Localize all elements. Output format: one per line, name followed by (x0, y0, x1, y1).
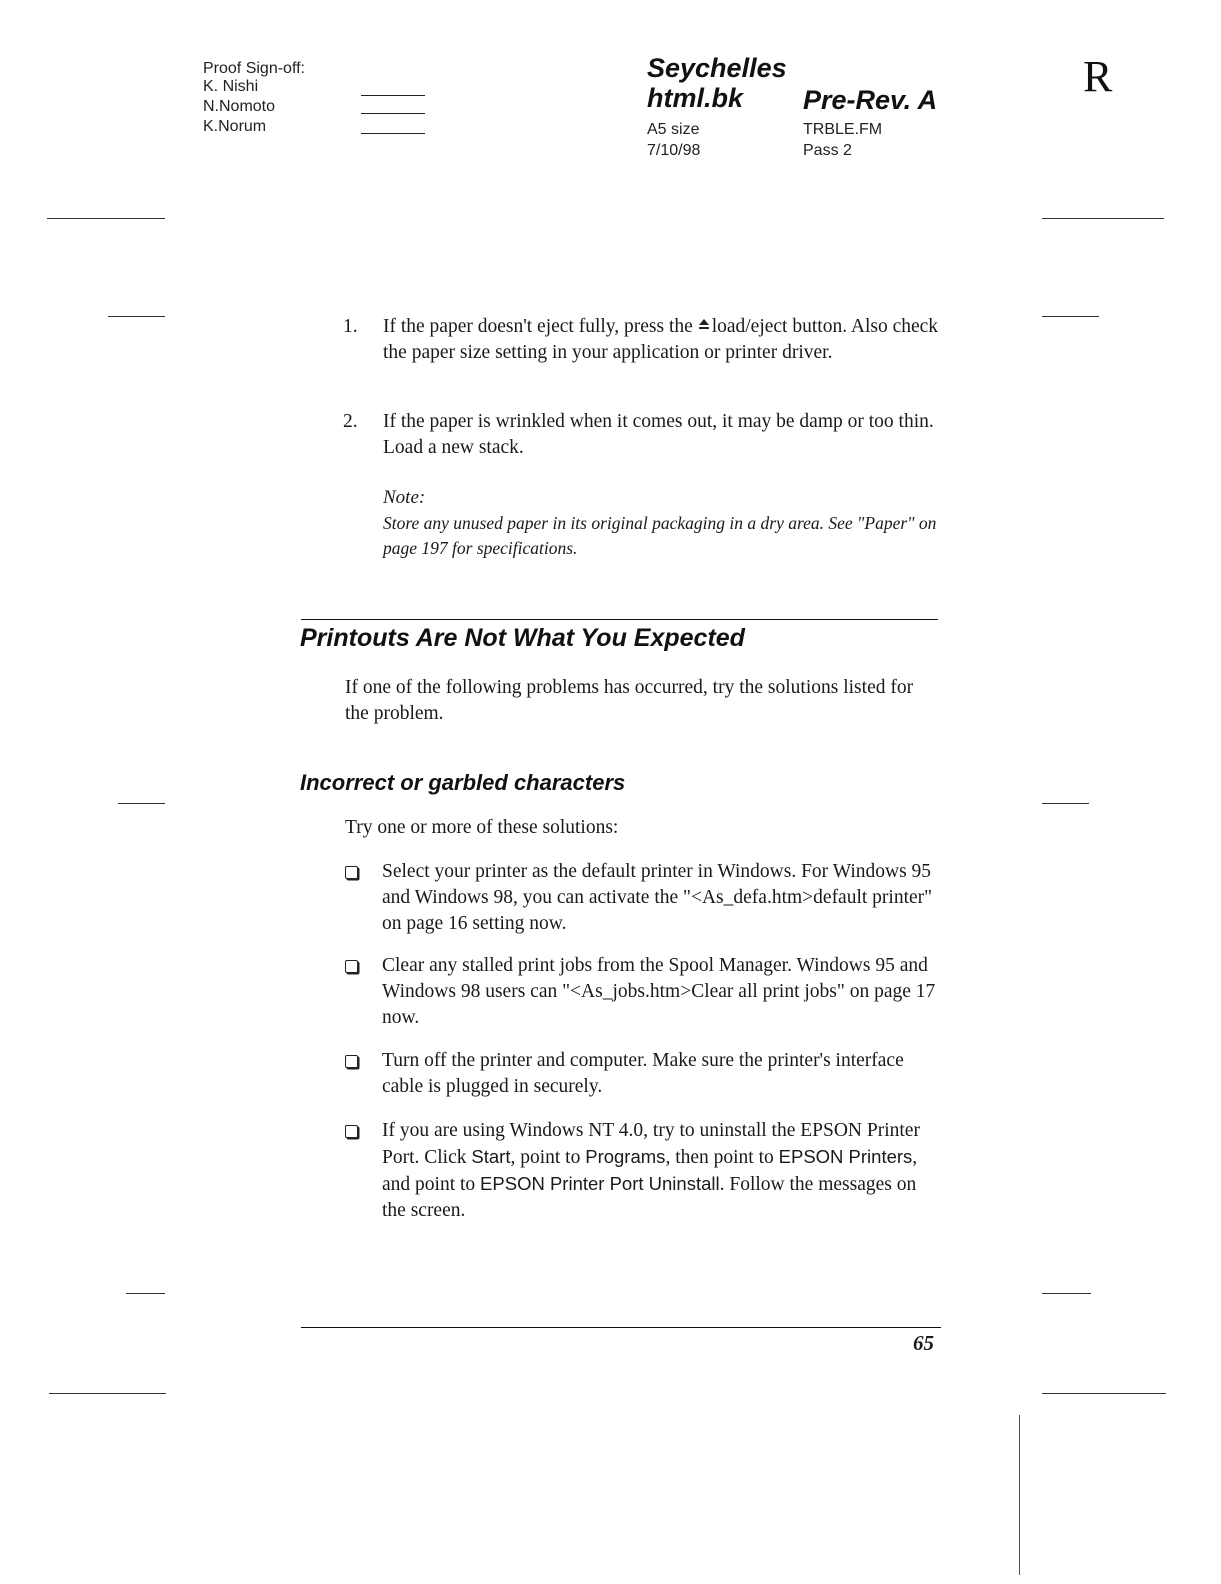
ui-port-uninstall-menu: EPSON Printer Port Uninstall (480, 1173, 720, 1194)
step-2 (343, 409, 943, 461)
crop-mark-left-5 (49, 1393, 166, 1394)
crop-mark-left-1 (47, 218, 165, 219)
source-file: TRBLE.FM (803, 121, 883, 138)
crop-mark-vertical (1019, 1415, 1020, 1575)
ui-epson-printers-menu: EPSON Printers (778, 1146, 913, 1167)
crop-mark-right-1 (1042, 218, 1164, 219)
signer-1: K. Nishi (203, 78, 259, 95)
pass-number: Pass 2 (803, 142, 852, 159)
step-1-number: 1. (343, 316, 358, 337)
crop-mark-right-2 (1042, 316, 1099, 317)
signoff-line-2 (361, 113, 425, 114)
note-text: Store any unused paper in its original packaging in a dry area. See "Paper" on page 197 for specifications. (383, 513, 937, 558)
checkbox-bullet-icon (345, 866, 358, 879)
crop-mark-right-4 (1042, 1293, 1091, 1294)
proof-signoff-label: Proof Sign-off: (203, 60, 305, 77)
ui-start-menu: Start (471, 1146, 511, 1167)
signoff-line-1 (361, 95, 425, 96)
section-rule (301, 619, 938, 620)
corner-mark: R (1083, 52, 1113, 101)
bullet-3-text: Turn off the printer and computer. Make sure the printer's interface cable is plugged in securely. (382, 1050, 904, 1097)
bullet-1-text: Select your printer as the default printer in Windows. For Windows 95 and Windows 98, you can activate the "<As_defa.htm>default printer" on page 16 setting now. (382, 861, 933, 934)
signer-3: K.Norum (203, 118, 267, 135)
signoff-line-3 (361, 133, 425, 134)
step-1 (343, 314, 943, 366)
bullet-4-text (382, 1118, 943, 1224)
bullet-item-4 (345, 1118, 943, 1224)
bullet-4-part1: If you are using Windows NT 4.0, try to uninstall the EPSON Printer Port. Click (382, 1120, 920, 1168)
checkbox-bullet-icon (345, 1055, 358, 1068)
crop-mark-left-2 (108, 316, 165, 317)
crop-mark-right-5 (1042, 1393, 1166, 1394)
crop-mark-right-3 (1042, 803, 1089, 804)
bullet-item-3 (345, 1048, 943, 1100)
step-2-number: 2. (343, 411, 358, 432)
subsection-intro: Try one or more of these solutions: (345, 817, 619, 838)
proof-date: 7/10/98 (647, 142, 701, 159)
step-2-text: If the paper is wrinkled when it comes out, it may be damp or too thin. Load a new stack. (383, 411, 934, 458)
ui-programs-menu: Programs (585, 1146, 666, 1167)
crop-mark-left-4 (126, 1293, 165, 1294)
book-file: html.bk (647, 83, 744, 113)
step-1-text-b: load/eject button. Also check the paper size setting in your application or printer driver. (383, 316, 939, 363)
footer-rule (301, 1327, 941, 1328)
checkbox-bullet-icon (345, 960, 358, 973)
proof-signoff-block (203, 58, 305, 137)
load-eject-icon (698, 319, 710, 333)
bullet-2-text: Clear any stalled print jobs from the Spool Manager. Windows 95 and Windows 98 users can "<As_jobs.htm>Clear all print jobs" on page 17 now. (382, 955, 936, 1028)
bullet-item-2 (345, 953, 943, 1031)
note-label: Note: (383, 487, 426, 508)
revision-label: Pre-Rev. A (803, 85, 938, 115)
book-title: Seychelles (647, 53, 787, 83)
bullet-4-part5: . Follow the messages on the screen. (382, 1174, 917, 1221)
crop-mark-left-3 (118, 803, 165, 804)
section-intro: If one of the following problems has occurred, try the solutions listed for the problem. (345, 677, 914, 724)
signer-2: N.Nomoto (203, 98, 276, 115)
paper-size: A5 size (647, 121, 700, 138)
bullet-4-part4: , and point to (382, 1147, 918, 1195)
note (383, 487, 943, 561)
step-1-text-a: If the paper doesn't eject fully, press the (383, 316, 693, 337)
bullet-item-1 (345, 859, 943, 937)
subsection-heading: Incorrect or garbled characters (300, 770, 626, 795)
checkbox-bullet-icon (345, 1125, 358, 1138)
bullet-4-part3: , then point to (665, 1147, 774, 1168)
section-heading: Printouts Are Not What You Expected (300, 624, 745, 652)
bullet-4-part2: , point to (510, 1147, 581, 1168)
page-number: 65 (913, 1331, 934, 1355)
